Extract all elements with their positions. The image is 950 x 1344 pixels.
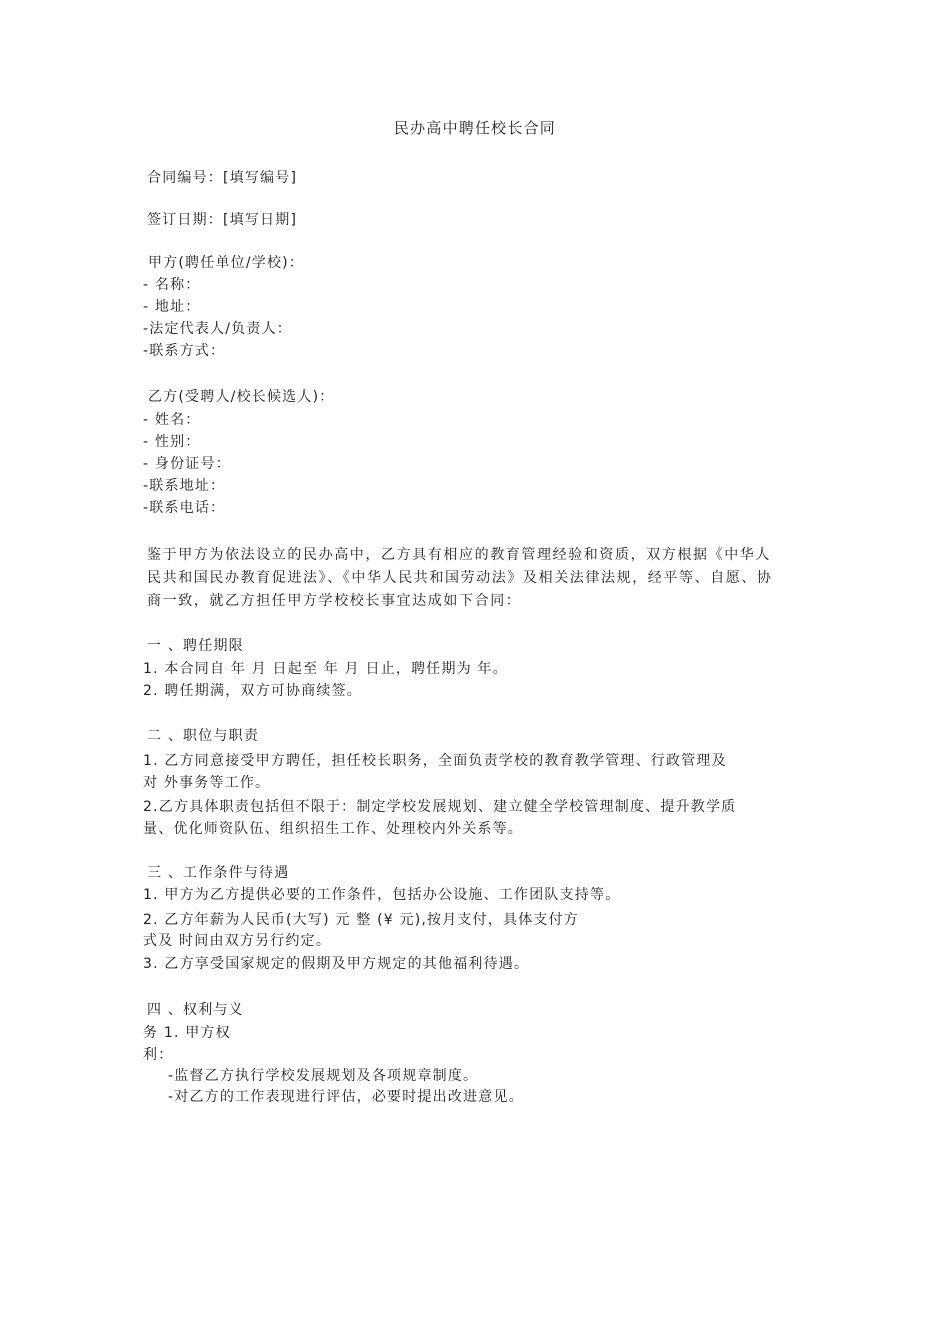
section-4-line-2: 务 1. 甲方权 bbox=[143, 1025, 231, 1041]
section-2-item-1-line-1: 1. 乙方同意接受甲方聘任，担任校长职务，全面负责学校的教育教学管理、行政管理及 bbox=[143, 753, 727, 769]
party-a-name: - 名称： bbox=[143, 277, 201, 293]
section-1-item-2: 2. 聘任期满，双方可协商续签。 bbox=[143, 683, 363, 699]
party-a-legal-rep: -法定代表人/负责人： bbox=[143, 321, 292, 337]
section-3-item-2-line-2: 式及 时间由双方另行约定。 bbox=[143, 933, 332, 949]
party-b-phone: -联系电话： bbox=[143, 500, 226, 516]
party-a-contact: -联系方式： bbox=[143, 343, 226, 359]
party-a-address: - 地址： bbox=[143, 299, 201, 315]
party-b-name: - 姓名： bbox=[143, 412, 201, 428]
document-title: 民办高中聘任校长合同 bbox=[393, 119, 556, 137]
party-a-right-2: -对乙方的工作表现进行评估，必要时提出改进意见。 bbox=[168, 1089, 524, 1105]
signing-date: 签订日期：[填写日期] bbox=[147, 212, 298, 228]
section-3-item-3: 3. 乙方享受国家规定的假期及甲方规定的其他福利待遇。 bbox=[143, 956, 530, 972]
party-a-heading: 甲方(聘任单位/学校)： bbox=[148, 255, 305, 271]
party-a-right-1: -监督乙方执行学校发展规划及各项规章制度。 bbox=[168, 1068, 479, 1084]
party-b-id-number: - 身份证号： bbox=[143, 456, 231, 472]
contract-number: 合同编号：[填写编号] bbox=[147, 170, 298, 186]
section-4-heading: 四 、权利与义 bbox=[147, 1002, 244, 1018]
section-2-item-2-line-1: 2.乙方具体职责包括但不限于：制定学校发展规划、建立健全学校管理制度、提升教学质 bbox=[143, 799, 737, 815]
party-b-heading: 乙方(受聘人/校长候选人)： bbox=[148, 389, 335, 405]
preamble-line-2: 民共和国民办教育促进法》、《中华人民共和国劳动法》及相关法律法规，经平等、自愿、协 bbox=[147, 570, 773, 586]
section-2-heading: 二 、职位与职责 bbox=[147, 728, 260, 744]
section-4-line-3: 利： bbox=[143, 1047, 174, 1063]
section-3-item-2-line-1: 2. 乙方年薪为人民币(大写) 元 整 (¥ 元),按月支付，具体支付方 bbox=[143, 912, 580, 928]
party-b-address: -联系地址： bbox=[143, 478, 226, 494]
preamble-line-1: 鉴于甲方为依法设立的民办高中，乙方具有相应的教育管理经验和资质，双方根据《中华人 bbox=[147, 547, 771, 563]
section-2-item-2-line-2: 量、优化师资队伍、组织招生工作、处理校内外关系等。 bbox=[143, 821, 523, 837]
section-2-item-1-line-2: 对 外事务等工作。 bbox=[143, 775, 271, 791]
preamble-line-3: 商一致，就乙方担任甲方学校校长事宜达成如下合同： bbox=[147, 593, 522, 609]
section-1-heading: 一 、聘任期限 bbox=[147, 638, 244, 654]
section-1-item-1: 1. 本合同自 年 月 日起至 年 月 日止，聘任期为 年。 bbox=[143, 661, 508, 677]
section-3-heading: 三 、工作条件与待遇 bbox=[147, 865, 290, 881]
section-3-item-1: 1. 甲方为乙方提供必要的工作条件，包括办公设施、工作团队支持等。 bbox=[143, 887, 621, 903]
party-b-gender: - 性别： bbox=[143, 434, 201, 450]
